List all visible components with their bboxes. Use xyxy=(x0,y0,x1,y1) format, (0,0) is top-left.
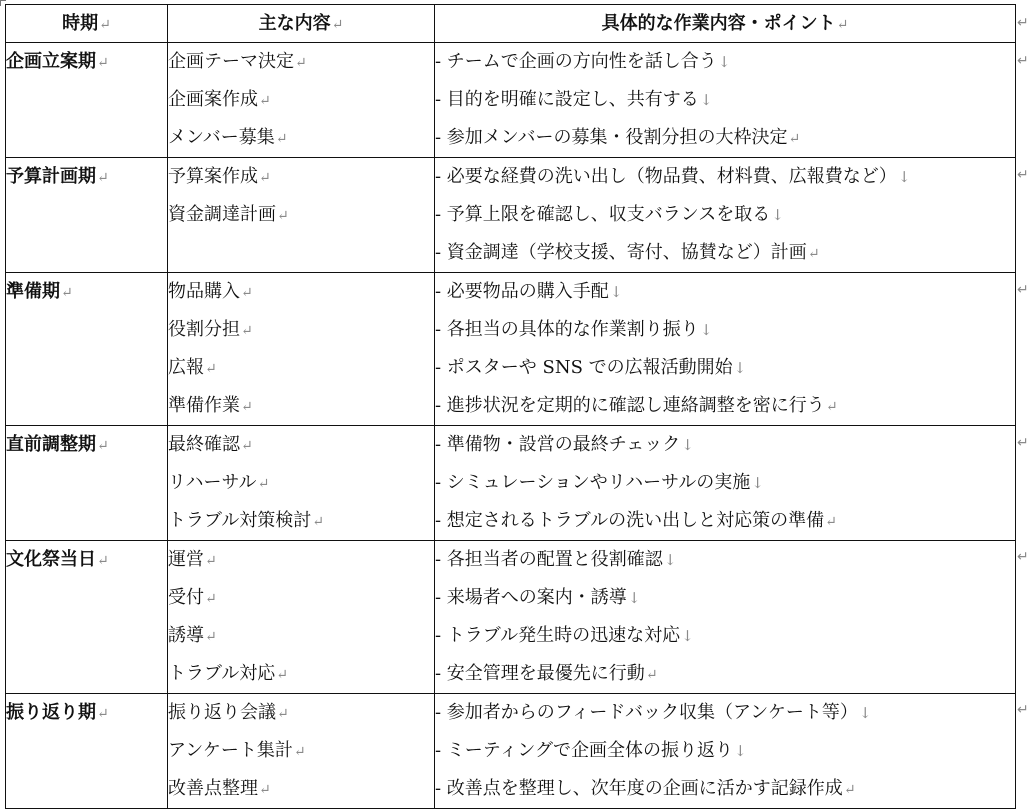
table-row xyxy=(6,694,1016,809)
table-row xyxy=(6,43,1016,158)
table-row xyxy=(6,273,1016,426)
phase-cell: 企画立案期↵ xyxy=(6,43,168,158)
detail-cell: - 参加者からのフィードバック収集（アンケート等）↓ - ミーティングで企画全体の振り返り↓ - 改善点を整理し、次年度の企画に活かす記録作成↵ xyxy=(435,694,1016,809)
return-mark: ↵ xyxy=(331,16,344,33)
row-end-mark: ↵ xyxy=(1017,53,1029,69)
content-cell: 物品購入↵ 役割分担↵ 広報↵ 準備作業↵ xyxy=(168,273,435,426)
row-end-mark: ↵ xyxy=(1017,15,1029,31)
return-mark: ↵ xyxy=(99,16,111,33)
content-cell: 運営↵ 受付↵ 誘導↵ トラブル対応↵ xyxy=(168,541,435,694)
content-cell: 最終確認↵ リハーサル↵ トラブル対策検討↵ xyxy=(168,426,435,541)
header-phase: 時期↵ xyxy=(6,5,168,43)
row-end-mark: ↵ xyxy=(1017,167,1029,183)
phase-cell: 準備期↵ xyxy=(6,273,168,426)
row-end-mark: ↵ xyxy=(1017,282,1029,298)
phase-cell: 振り返り期↵ xyxy=(6,694,168,809)
content-cell: 企画テーマ決定↵ 企画案作成↵ メンバー募集↵ xyxy=(168,43,435,158)
phase-cell: 直前調整期↵ xyxy=(6,426,168,541)
detail-cell: - 準備物・設営の最終チェック↓ - シミュレーションやリハーサルの実施↓ - 想定されるトラブルの洗い出しと対応策の準備↵ xyxy=(435,426,1016,541)
phase-cell: 予算計画期↵ xyxy=(6,158,168,273)
culture-festival-schedule-table xyxy=(5,4,1016,809)
header-content: 主な内容↵ xyxy=(168,5,435,43)
table-row xyxy=(6,426,1016,541)
content-cell: 振り返り会議↵ アンケート集計↵ 改善点整理↵ xyxy=(168,694,435,809)
header-detail: 具体的な作業内容・ポイント↵ xyxy=(435,5,1016,43)
header-row xyxy=(6,5,1016,43)
row-end-mark: ↵ xyxy=(1017,702,1029,718)
detail-cell: - チームで企画の方向性を話し合う↓ - 目的を明確に設定し、共有する↓ - 参加メンバーの募集・役割分担の大枠決定↵ xyxy=(435,43,1016,158)
row-end-mark: ↵ xyxy=(1017,549,1029,565)
detail-cell: - 各担当者の配置と役割確認↓ - 来場者への案内・誘導↓ - トラブル発生時の迅速な対応↓ - 安全管理を最優先に行動↵ xyxy=(435,541,1016,694)
return-mark: ↵ xyxy=(836,16,849,33)
content-cell: 予算案作成↵ 資金調達計画↵ xyxy=(168,158,435,273)
table-row xyxy=(6,541,1016,694)
detail-cell: - 必要な経費の洗い出し（物品費、材料費、広報費など）↓ - 予算上限を確認し、収支バランスを取る↓ - 資金調達（学校支援、寄付、協賛など）計画↵ xyxy=(435,158,1016,273)
table-row xyxy=(6,158,1016,273)
phase-cell: 文化祭当日↵ xyxy=(6,541,168,694)
detail-cell: - 必要物品の購入手配↓ - 各担当の具体的な作業割り振り↓ - ポスターや SNS での広報活動開始↓ - 進捗状況を定期的に確認し連絡調整を密に行う↵ xyxy=(435,273,1016,426)
row-end-mark: ↵ xyxy=(1017,435,1029,451)
